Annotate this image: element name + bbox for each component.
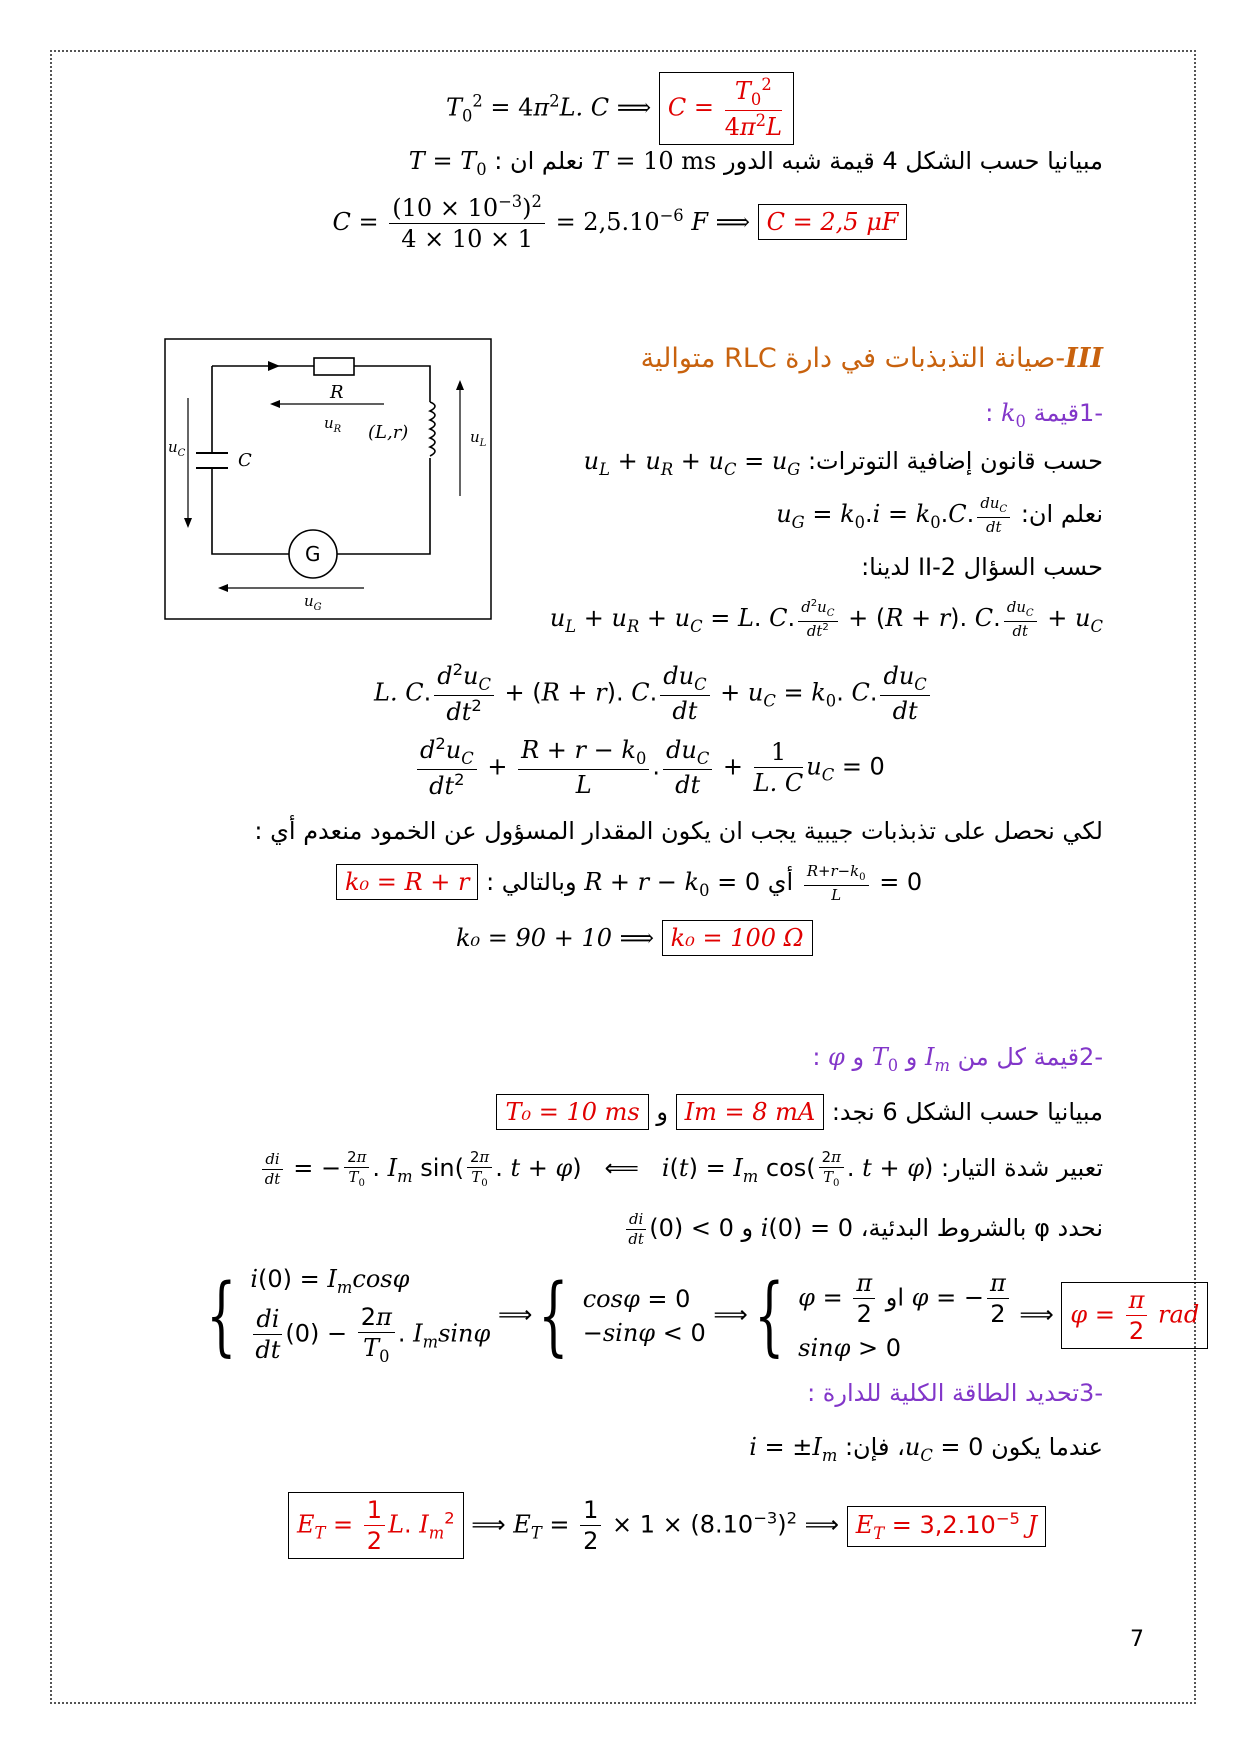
q2-label: -2قيمة كل من xyxy=(957,1043,1103,1071)
question-2-heading: -2قيمة كل من $I_m$ و $T_0$ و φ : xyxy=(812,1043,1103,1075)
energy-value: = 3,2.10 xyxy=(891,1510,996,1539)
consequence-text: وبالتالي : xyxy=(486,868,577,897)
differential-equation-1: L. C. $\frac{d^2u_C}{dt^2}$ + (R + r). C. $\frac{du_C}{dt}$ + $u_C = k_0$. C. $\frac{du_C}{dt}$ xyxy=(374,660,933,727)
initial-conditions-line: نحدد φ بالشروط البدئية، i(0) = 0 و $\frac{di}{dt}$ (0) < 0 xyxy=(623,1210,1103,1248)
page-number: 7 xyxy=(1130,1627,1144,1652)
energy-value-exp: −5 xyxy=(995,1508,1020,1528)
boxed-C-result: C = 2,5 μF xyxy=(758,204,908,240)
boxed-T0-result: T₀ = 10 ms xyxy=(496,1094,648,1130)
or-word: او xyxy=(885,1283,905,1312)
init-text: نحدد φ بالشروط البدئية، xyxy=(860,1214,1103,1243)
graph-and: و xyxy=(656,1098,668,1126)
section-roman: III xyxy=(1065,343,1103,374)
label-R: R xyxy=(330,382,344,403)
boxed-k0-expression: k₀ = R + r xyxy=(336,864,478,900)
q3-label: -3تحديد الطاقة الكلية للدارة : xyxy=(807,1379,1103,1407)
k0-calculation-line xyxy=(456,920,813,956)
C-numeric-unit: F xyxy=(691,208,708,236)
energy-unit: J xyxy=(1027,1510,1038,1539)
label-uR: $u_R$ xyxy=(324,414,342,435)
label-uL: $u_L$ xyxy=(470,428,487,449)
k0-calc: k₀ = 90 + 10 ⟹ xyxy=(456,924,655,952)
energy-condition-line: عندما يكون $u_C$ = 0، فإن: $i = \pm I_m$ xyxy=(749,1433,1103,1465)
boxed-energy-formula: $E_T$ = $\frac{1}{2}$ L. $I_m^2$ xyxy=(288,1492,464,1559)
question-1-heading: -1قيمة $k_0$ : xyxy=(985,399,1103,431)
then-text: ، فإن: xyxy=(844,1433,905,1461)
period-statement-mid: نعلم ان : xyxy=(494,147,585,175)
label-L: (L,r) xyxy=(368,422,409,443)
boxed-energy-result: $E_T = 3,2.10^{-5}$ J xyxy=(847,1506,1046,1547)
ay-word: أي xyxy=(767,868,794,897)
period-value: 10 ms xyxy=(643,147,717,175)
label-C: C xyxy=(238,450,252,471)
question-reference-line xyxy=(861,552,1103,582)
section-title-text: -صيانة التذبذبات في دارة RLC متوالية xyxy=(640,343,1066,374)
rlc-circuit-diagram xyxy=(164,338,492,620)
know-text: نعلم ان: xyxy=(1020,500,1103,529)
k0-condition-line: $\frac{R+r-k_0}{L}$ = 0 أي $R + r - k_0 = 0$ وبالتالي : k₀ = R + r xyxy=(336,862,922,904)
energy-calc: × 1 × (8.10 xyxy=(612,1510,754,1539)
phase-system-line: { $i(0) = I_m\cos\varphi$ $\frac{di}{dt}$ (0) − $\frac{2\pi}{T_0}$ . $I_m\sin\varphi$ ⟹{ cosφ = 0 −sinφ < 0 ⟹{ φ = $\frac{\pi}{2}$ او φ = − $\frac{\pi}{2}$ sinφ > 0 ⟹ φ = $\frac{\pi}{2}$ rad xyxy=(200,1264,1208,1367)
graph-reading-line xyxy=(496,1094,1103,1130)
equation-T0-squared: $T_0^2 = 4\pi^2L$. C ⟹ C = $\frac{T_0^2}{4\pi^2L}$ xyxy=(0,72,1240,145)
boxed-phi-result: φ = $\frac{\pi}{2}$ rad xyxy=(1061,1282,1208,1349)
label-uG: $u_G$ xyxy=(304,592,322,613)
voltage-law-text: حسب قانون إضافية التوترات: xyxy=(807,447,1103,475)
energy-exp: −3 xyxy=(753,1508,778,1528)
uG-expression-line: نعلم ان: $u_G = k_0.i = k_0.C$. $\frac{du_C}{dt}$ xyxy=(776,494,1103,536)
condition-text: لكي نحصل على تذبذبات جيبية يجب ان يكون المقدار المسؤول عن الخمود منعدم أي : xyxy=(254,817,1103,845)
differential-equation-2: $\frac{d^2u_C}{dt^2}$ + $\frac{R + r - k_0}{L}$ . $\frac{du_C}{dt}$ + $\frac{1}{L. C}$ $u_C = 0$ xyxy=(414,734,885,801)
boxed-Im-result: Im = 8 mA xyxy=(676,1094,825,1130)
question-3-heading xyxy=(807,1378,1103,1408)
C-numeric-value: = 2,5.10 xyxy=(555,208,660,236)
sum-expansion-line: $u_L + u_R + u_C = L$. C. $\frac{d^2u_C}{dt^2}$ + (R + r). C. $\frac{du_C}{dt}$ + $u_C$ xyxy=(549,598,1103,640)
period-statement: مبيانيا حسب الشكل 4 قيمة شبه الدور T = 10 ms نعلم ان : $T = T_0$ xyxy=(408,147,1103,179)
equation-C-numeric: C = $\frac{(10 \times 10^{-3})^2}{4 \times 10 \times 1}$ = $2,5.10^{-6}$ F ⟹ C = 2,5 μF xyxy=(0,192,1240,254)
graph-text: مبيانيا حسب الشكل 6 نجد: xyxy=(831,1098,1103,1126)
when-text: عندما يكون xyxy=(991,1433,1103,1461)
energy-symbol: E xyxy=(855,1510,874,1539)
current-expression-line: تعبير شدة التيار: $i(t) = I_m$ cos( $\frac{2\pi}{T_0}$ . t + φ) ⟸ $\frac{di}{dt}$ = − $\frac{2\pi}{T_0}$ . $I_m$ sin( $\frac{2\pi}{T_0}$ . t + φ) xyxy=(259,1148,1103,1190)
section-III-title xyxy=(641,342,1103,376)
period-statement-prefix: مبيانيا حسب الشكل 4 قيمة شبه الدور xyxy=(723,147,1103,175)
C-numeric-exp: −6 xyxy=(659,206,684,225)
q1-label: -1قيمة xyxy=(1033,399,1103,427)
q2-and-1: و xyxy=(905,1043,918,1071)
boxed-k0-result: k₀ = 100 Ω xyxy=(662,920,813,956)
label-uC: $u_C$ xyxy=(168,438,186,459)
question-ref-text: حسب السؤال II-2 لدينا: xyxy=(861,553,1103,581)
damping-condition-text xyxy=(254,816,1103,846)
resistor-symbol xyxy=(314,358,354,375)
current-text: تعبير شدة التيار: xyxy=(941,1154,1103,1183)
energy-calculation-line: $E_T$ = $\frac{1}{2}$ L. $I_m^2$ ⟹ $E_T$ = $\frac{1}{2}$ × $1 \times (8.10^{-3})^2$ ⟹ $E_T = 3,2.10^{-5}$ J xyxy=(288,1492,1046,1559)
voltage-law-line: حسب قانون إضافية التوترات: $u_L + u_R + u_C = u_G$ xyxy=(583,447,1103,479)
boxed-C-formula: C = $\frac{T_0^2}{4\pi^2L}$ xyxy=(659,72,794,145)
label-G: G xyxy=(305,542,321,566)
q2-and-2: و xyxy=(852,1043,865,1071)
init-and: و xyxy=(741,1214,754,1243)
